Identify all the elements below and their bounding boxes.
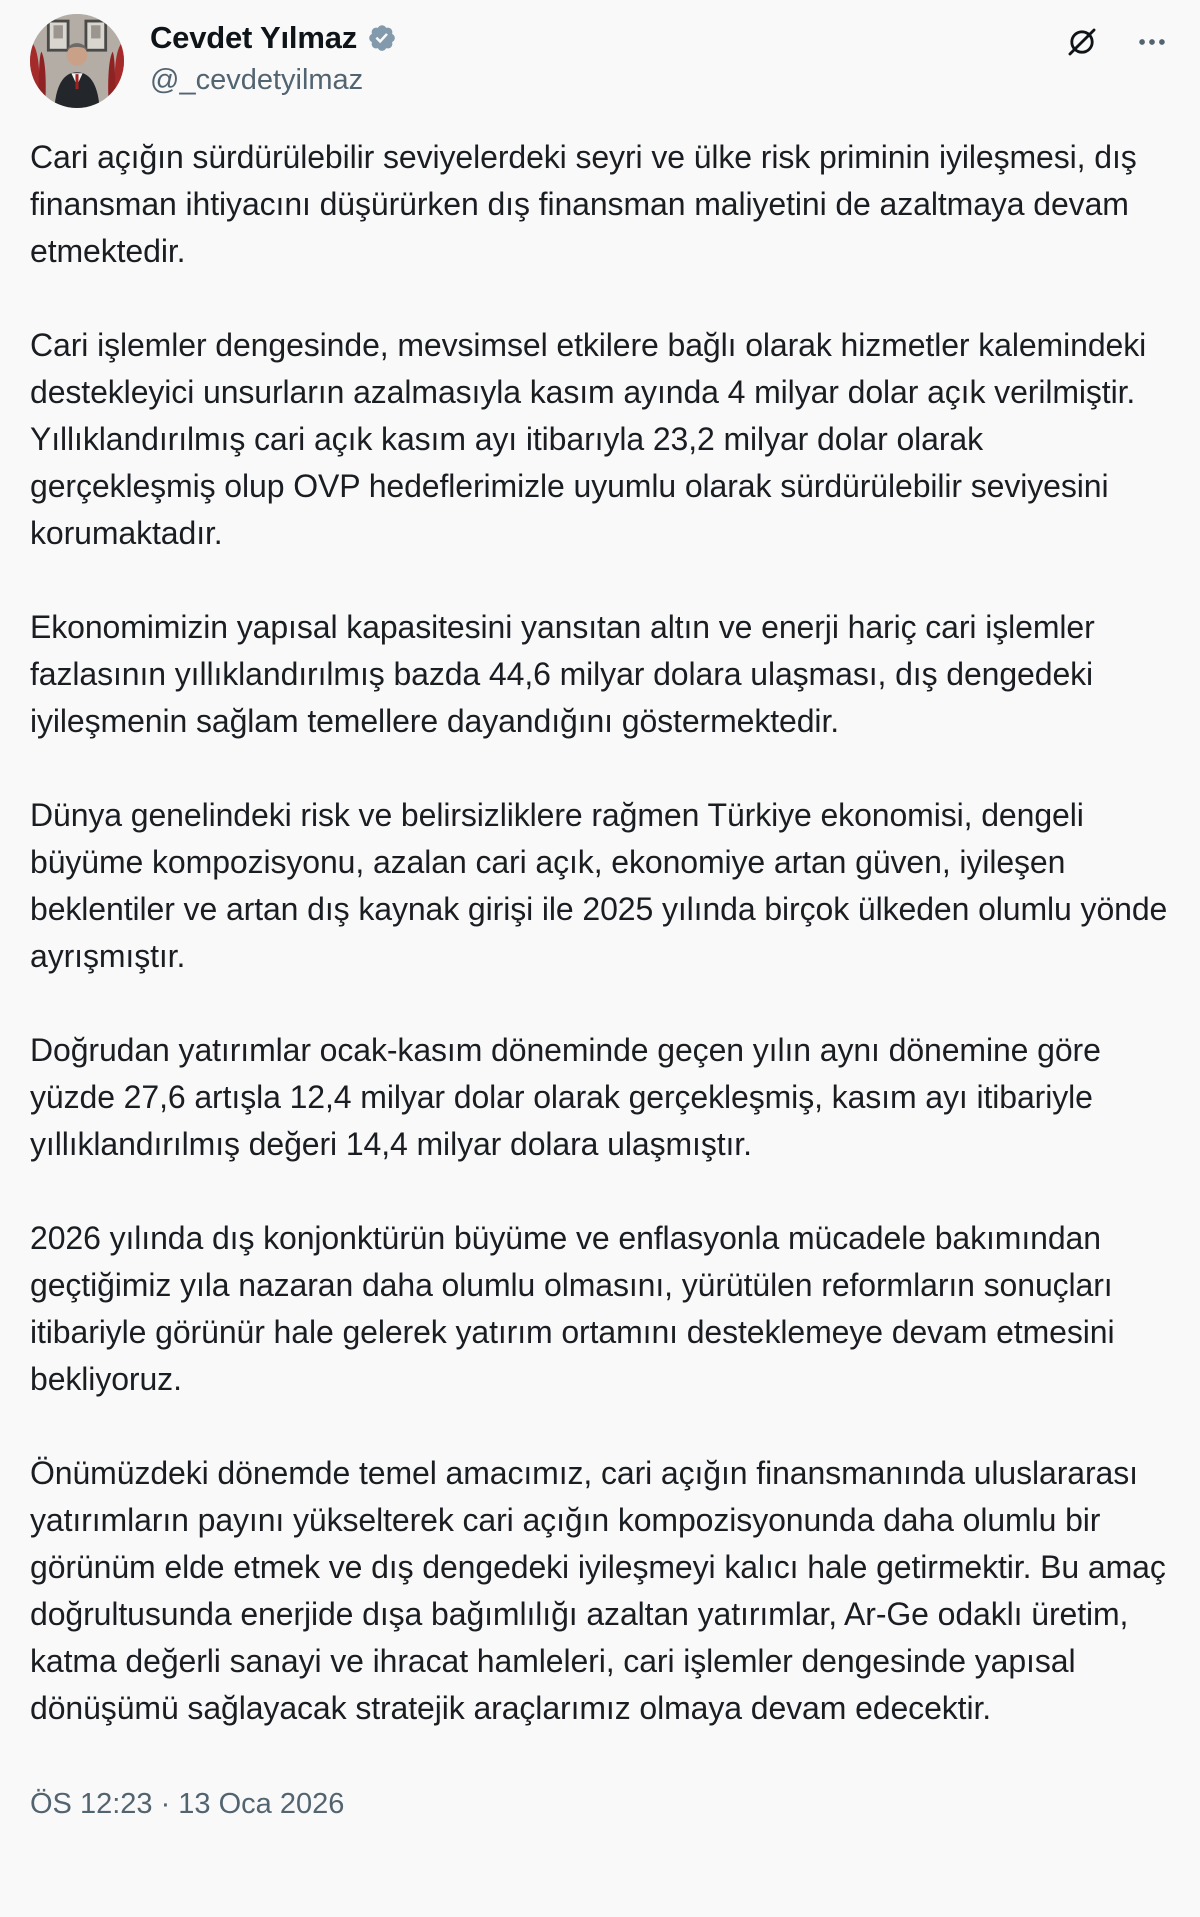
verified-badge-icon [367,23,397,53]
tweet-body [30,134,1170,1732]
post-paragraph: Dünya genelindeki risk ve belirsizliklere rağmen Türkiye ekonomisi, dengeli büyüme kompozisyonu, azalan cari açık, ekonomiye artan güven, iyileşen beklentiler ve artan dış kaynak girişi ile 2025 yılında birçok ülkeden olumlu yönde ayrışmıştır. [30,797,1168,974]
post-paragraph: Cari işlemler dengesinde, mevsimsel etkilere bağlı olarak hizmetler kalemindeki destekleyici unsurların azalmasıyla kasım ayında 4 milyar dolar açık verilmiştir. Yıllıklandırılmış cari açık kasım ayı itibarıyla 23,2 milyar dolar olarak gerçekleşmiş olup OVP hedeflerimizle uyumlu olarak sürdürülebilir seviyesini korumaktadır. [30,327,1147,551]
user-identity [150,14,1064,97]
more-icon[interactable] [1134,24,1170,60]
user-handle[interactable]: @_cevdetyilmaz [150,64,364,96]
post-paragraph: Doğrudan yatırımlar ocak-kasım döneminde geçen yılın aynı dönemine göre yüzde 27,6 artışla 12,4 milyar dolar olarak gerçekleşmiş, kasım ayı itibariyle yıllıklandırılmış değeri 14,4 milyar dolara ulaşmıştır. [30,1032,1101,1162]
display-name[interactable]: Cevdet Yılmaz [150,20,358,55]
avatar[interactable] [30,14,124,108]
post-paragraph: Ekonomimizin yapısal kapasitesini yansıtan altın ve enerji hariç cari işlemler fazlasının yıllıklandırılmış bazda 44,6 milyar dolara ulaşması, dış dengedeki iyileşmenin sağlam temellere dayandığını göstermektedir. [30,609,1095,739]
post-timestamp[interactable]: ÖS 12:23 · 13 Oca 2026 [30,1788,345,1820]
header-actions [1064,14,1170,60]
avatar-image [30,14,124,108]
tweet-header [30,14,1170,108]
grok-icon[interactable] [1064,24,1100,60]
post-paragraph: 2026 yılında dış konjonktürün büyüme ve enflasyonla mücadele bakımından geçtiğimiz yıla nazaran daha olumlu olmasını, yürütülen reformların sonuçları itibariyle görünür hale gelerek yatırım ortamını desteklemeye devam etmesini bekliyoruz. [30,1220,1115,1397]
post-paragraph: Cari açığın sürdürülebilir seviyelerdeki seyri ve ülke risk priminin iyileşmesi, dış finansman ihtiyacını düşürürken dış finansman maliyetini de azaltmaya devam etmektedir. [30,139,1137,269]
post-paragraph: Önümüzdeki dönemde temel amacımız, cari açığın finansmanında uluslararası yatırımların payını yükselterek cari açığın kompozisyonunda daha olumlu bir görünüm elde etmek ve dış dengedeki iyileşmeyi kalıcı hale getirmektir. Bu amaç doğrultusunda enerjide dışa bağımlılığı azaltan yatırımlar, Ar-Ge odaklı üretim, katma değerli sanayi ve ihracat hamleleri, cari işlemler dengesinde yapısal dönüşümü sağlayacak stratejik araçlarımız olmaya devam edecektir. [30,1455,1166,1726]
